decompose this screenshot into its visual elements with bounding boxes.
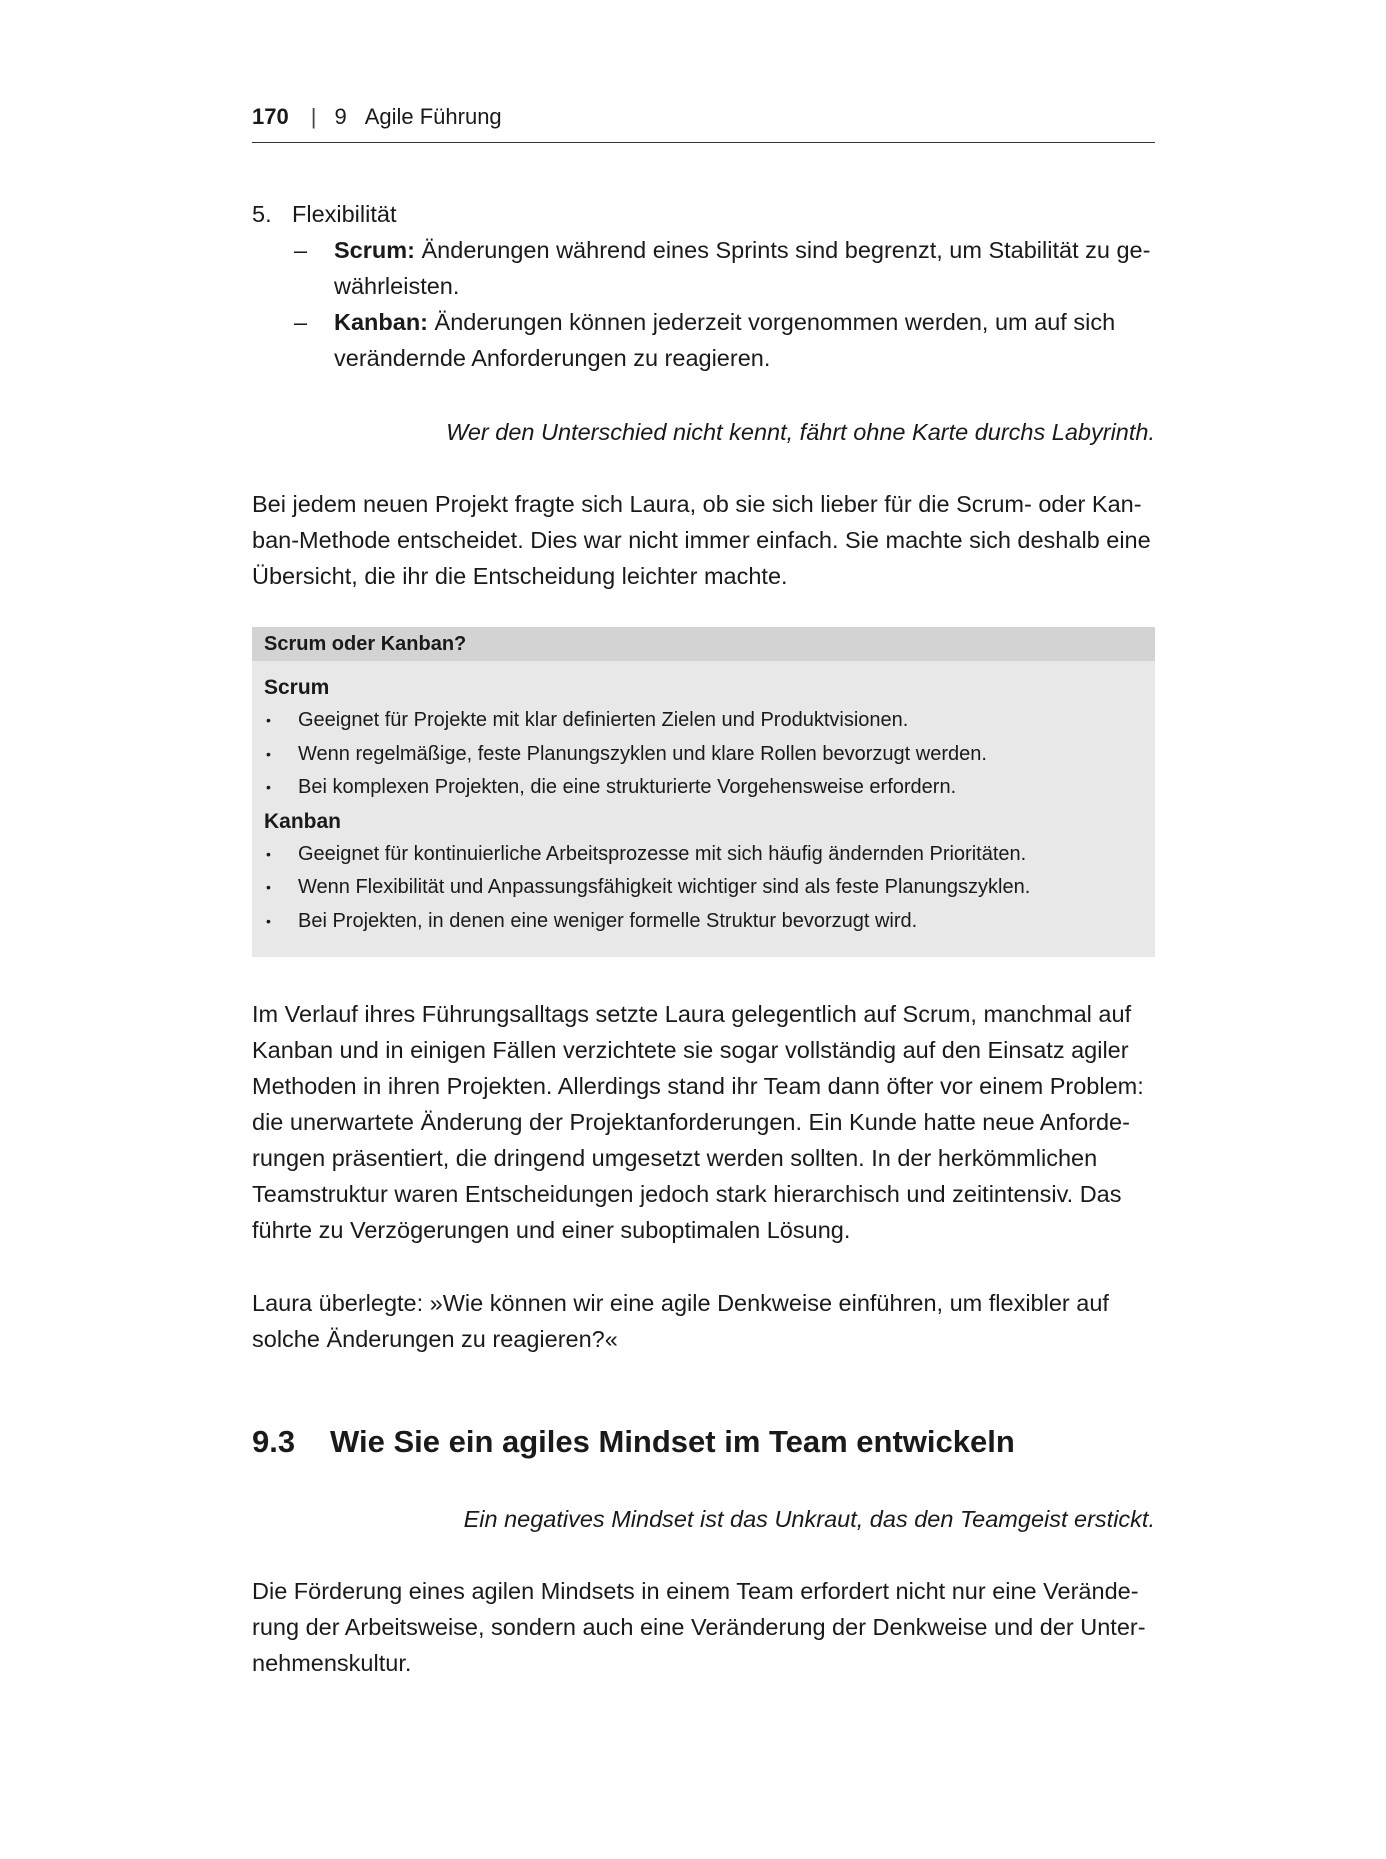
text-line: Kanban und in einigen Fällen verzichtete sie sogar vollständig auf den Einsatz agiler: [252, 1037, 1129, 1063]
sub-item-term: Scrum:: [334, 237, 415, 263]
epigraph-quote: Ein negatives Mindset ist das Unkraut, das den Teamgeist erstickt.: [463, 1506, 1155, 1532]
list-item-text: Bei Projekten, in denen eine weniger formelle Struktur bevorzugt wird.: [298, 909, 918, 932]
text-line: Im Verlauf ihres Führungsalltags setzte Laura gelegentlich auf Scrum, manchmal auf: [252, 1001, 1132, 1027]
bullet-icon: •: [266, 845, 271, 862]
text-line: verändernde Anforderungen zu reagieren.: [334, 345, 771, 371]
text-line: rungen präsentiert, die dringend umgesetzt werden sollten. In der herkömmlichen: [252, 1145, 1098, 1171]
bullet-icon: •: [266, 912, 271, 929]
sub-item-kanban: [294, 304, 1155, 376]
bullet-icon: •: [266, 779, 271, 795]
bullet-icon: •: [266, 879, 271, 895]
numbered-list: [252, 196, 1155, 376]
chapter-title: Agile Führung: [364, 104, 502, 129]
sub-item-scrum: [294, 232, 1155, 304]
text-line: die unerwartete Änderung der Projektanforderungen. Ein Kunde hatte neue Anforde-: [252, 1109, 1130, 1135]
dash-marker: –: [294, 237, 308, 263]
list-item-number: 5.: [252, 201, 272, 227]
section-number: 9.3: [252, 1424, 296, 1459]
text-line: nehmenskultur.: [252, 1650, 412, 1676]
list-item-text: Wenn Flexibilität und Anpassungsfähigkeit wichtiger sind als feste Planungszyklen.: [298, 876, 1031, 898]
list-item-text: Bei komplexen Projekten, die eine strukturierte Vorgehensweise erfordern.: [298, 776, 957, 798]
text-line: Methoden in ihren Projekten. Allerdings stand ihr Team dann öfter vor einem Problem:: [252, 1073, 1144, 1099]
section-heading: [252, 1420, 1155, 1464]
info-box-title: Scrum oder Kanban?: [252, 627, 1155, 661]
box-subheading-kanban: Kanban: [264, 809, 342, 833]
text-line: Laura überlegte: »Wie können wir eine agile Denkweise einführen, um flexibler auf: [252, 1290, 1109, 1316]
info-box: [252, 627, 1155, 957]
list-item-text: Geeignet für Projekte mit klar definierten Zielen und Produktvisionen.: [298, 709, 909, 731]
bullet-icon: •: [266, 745, 271, 762]
text-line: Änderungen während eines Sprints sind begrenzt, um Stabilität zu ge-: [421, 237, 1151, 263]
page-number: 170: [252, 104, 289, 129]
paragraph: [252, 1285, 1155, 1357]
text-line: führte zu Verzögerungen und einer suboptimalen Lösung.: [252, 1217, 851, 1243]
epigraph-quote: Wer den Unterschied nicht kennt, fährt ohne Karte durchs Labyrinth.: [446, 419, 1155, 445]
text-line: solche Änderungen zu reagieren?«: [252, 1326, 618, 1352]
chapter-number: 9: [334, 104, 347, 129]
text-line: Änderungen können jederzeit vorgenommen werden, um auf sich: [434, 309, 1116, 335]
text-line: Bei jedem neuen Projekt fragte sich Laura, ob sie sich lieber für die Scrum- oder Kan-: [252, 491, 1142, 517]
text-line: Teamstruktur waren Entscheidungen jedoch stark hierarchisch und zeitintensiv. Das: [252, 1181, 1122, 1207]
sub-item-text: [334, 232, 1155, 304]
list-item-text: Geeignet für kontinuierliche Arbeitsprozesse mit sich häufig ändernden Prioritäten.: [298, 842, 1027, 865]
running-header: [252, 104, 1155, 143]
paragraph: [252, 996, 1155, 1248]
header-separator: |: [310, 104, 317, 129]
dash-marker: –: [294, 309, 308, 335]
list-item: [264, 871, 1143, 905]
list-item-text: Wenn regelmäßige, feste Planungszyklen und klare Rollen bevorzugt werden.: [298, 742, 987, 765]
info-box-content: [252, 661, 1155, 938]
sub-item-text: [334, 304, 1155, 376]
paragraph: [252, 486, 1155, 594]
box-subheading-scrum: Scrum: [264, 676, 330, 699]
list-item: [264, 738, 1143, 772]
list-item: [264, 838, 1143, 872]
text-line: Übersicht, die ihr die Entscheidung leichter machte.: [252, 563, 788, 589]
text-line: währleisten.: [334, 273, 460, 299]
list-item: [264, 704, 1143, 738]
section-title: Wie Sie ein agiles Mindset im Team entwickeln: [330, 1424, 1015, 1459]
sub-item-term: Kanban:: [334, 309, 428, 335]
list-item-heading: [252, 196, 1155, 232]
bullet-icon: •: [266, 712, 271, 728]
list-item: [264, 905, 1143, 939]
text-line: Die Förderung eines agilen Mindsets in einem Team erfordert nicht nur eine Verände-: [252, 1578, 1139, 1604]
text-line: rung der Arbeitsweise, sondern auch eine Veränderung der Denkweise und der Unter-: [252, 1614, 1146, 1640]
paragraph: [252, 1573, 1155, 1681]
list-item: [264, 771, 1143, 805]
list-item-title: Flexibilität: [292, 201, 397, 227]
text-line: ban-Methode entscheidet. Dies war nicht immer einfach. Sie machte sich deshalb eine: [252, 527, 1151, 553]
